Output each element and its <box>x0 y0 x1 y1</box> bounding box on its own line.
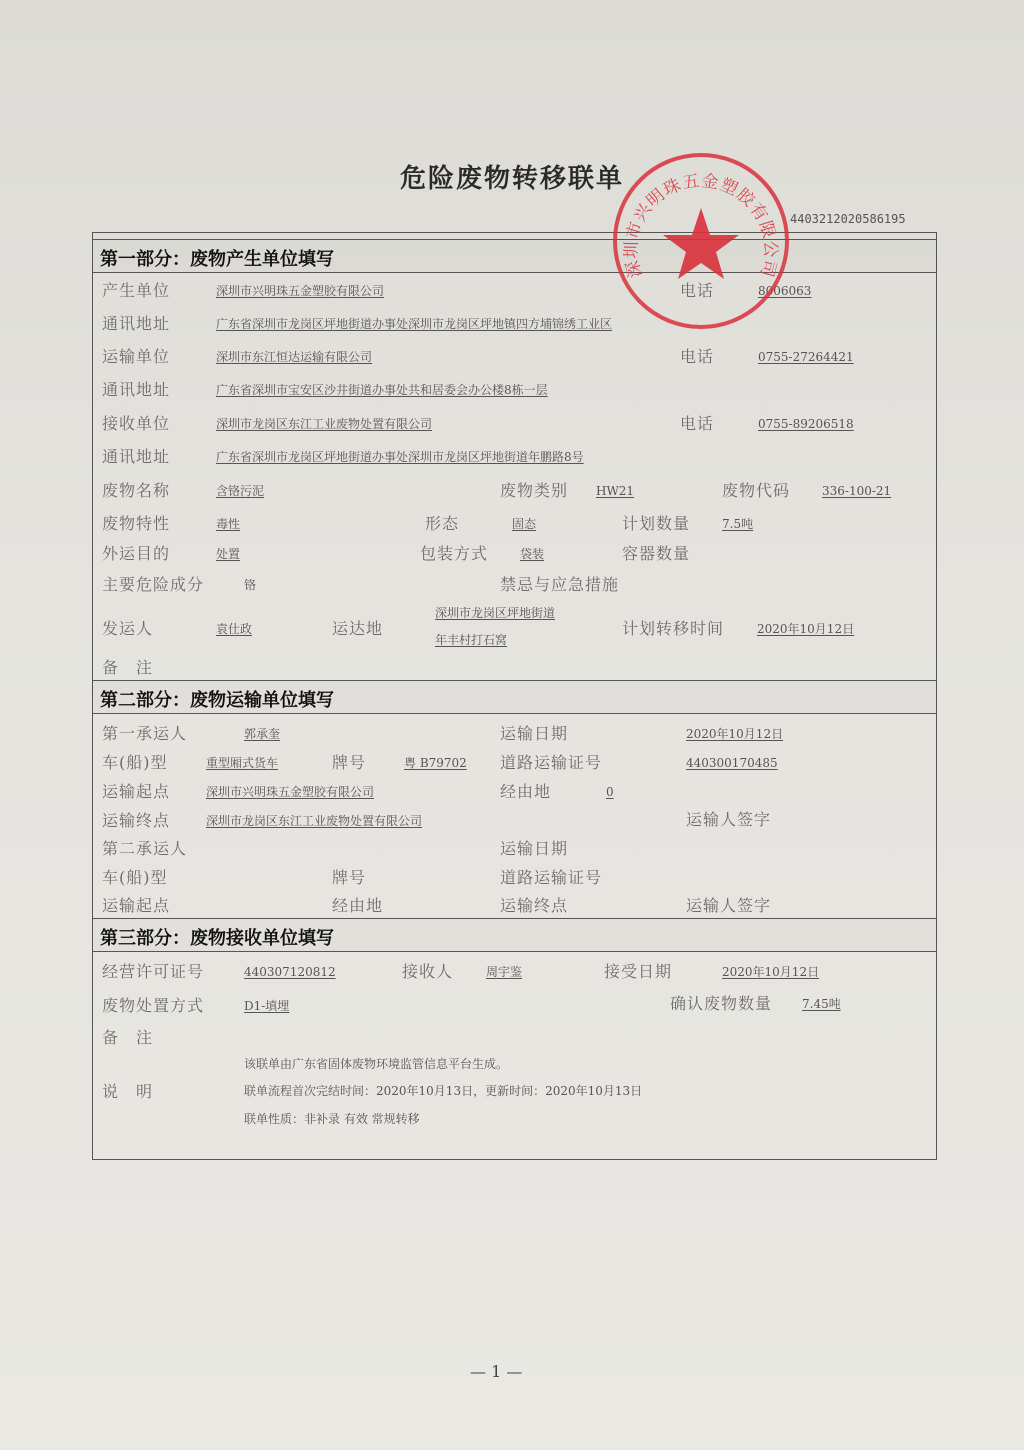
phone-value-1: 8006063 <box>758 284 812 298</box>
via-value-1: 0 <box>606 785 614 799</box>
plate-label-1: 牌号 <box>332 753 367 772</box>
shipper-value: 袁仕政 <box>216 622 253 636</box>
purpose-value: 处置 <box>216 547 241 561</box>
origin-value-1: 深圳市兴明珠五金塑胶有限公司 <box>206 785 375 799</box>
receiver-unit-value: 深圳市龙岗区东江工业废物处置有限公司 <box>216 417 433 431</box>
receiver-person-value: 周宇鉴 <box>486 965 523 979</box>
road-permit-label-2: 道路运输证号 <box>500 868 603 887</box>
confirmed-qty-label: 确认废物数量 <box>670 994 773 1013</box>
planned-time-label: 计划转移时间 <box>622 619 725 638</box>
plate-value-1: 粤 B79702 <box>404 756 467 770</box>
note-line-3: 联单性质：非补录 有效 常规转移 <box>244 1112 420 1126</box>
transport-date-label-2: 运输日期 <box>500 839 569 858</box>
transport-date-label-1: 运输日期 <box>500 724 569 743</box>
destination-value-line2: 年丰村打石窝 <box>435 633 508 647</box>
disposal-method-value: D1-填埋 <box>244 999 290 1013</box>
note-line-2: 联单流程首次完结时间：2020年10月13日，更新时间：2020年10月13日 <box>244 1084 643 1098</box>
address-label-3: 通讯地址 <box>102 447 171 466</box>
producer-value: 深圳市兴明珠五金塑胶有限公司 <box>216 284 385 298</box>
section3-heading: 第三部分：废物接收单位填写 <box>100 928 334 949</box>
phone-label-1: 电话 <box>680 281 715 300</box>
packaging-value: 袋装 <box>520 547 545 561</box>
signature-label-1: 运输人签字 <box>686 810 772 829</box>
page-number: — 1 — <box>470 1362 523 1381</box>
plate-label-2: 牌号 <box>332 868 367 887</box>
section2-heading: 第二部分：废物运输单位填写 <box>100 690 334 711</box>
address-label-2: 通讯地址 <box>102 380 171 399</box>
document-title: 危险废物转移联单 <box>399 164 624 194</box>
waste-code-label: 废物代码 <box>722 481 791 500</box>
license-label: 经营许可证号 <box>102 962 205 981</box>
emergency-measures-label: 禁忌与应急措施 <box>500 575 620 594</box>
waste-code-value: 336-100-21 <box>822 484 892 498</box>
address-value-1: 广东省深圳市龙岗区坪地街道办事处深圳市龙岗区坪地镇四方埔锦绣工业区 <box>216 317 613 331</box>
phone-label-2: 电话 <box>680 347 715 366</box>
road-permit-label-1: 道路运输证号 <box>500 753 603 772</box>
transport-date-value-1: 2020年10月12日 <box>686 727 784 741</box>
transport-unit-label: 运输单位 <box>102 347 171 366</box>
origin-label-1: 运输起点 <box>102 782 171 801</box>
endpoint-label-2: 运输终点 <box>500 896 569 915</box>
waste-category-value: HW21 <box>596 484 635 498</box>
endpoint-value-1: 深圳市龙岗区东江工业废物处置有限公司 <box>206 814 423 828</box>
address-value-3: 广东省深圳市龙岗区坪地街道办事处深圳市龙岗区坪地街道年鹏路8号 <box>216 450 584 464</box>
hazard-component-label: 主要危险成分 <box>102 575 205 594</box>
via-label-1: 经由地 <box>500 782 552 801</box>
address-label-1: 通讯地址 <box>102 314 171 333</box>
receive-date-label: 接受日期 <box>604 962 673 981</box>
endpoint-label-1: 运输终点 <box>102 811 171 830</box>
notes-label: 说 明 <box>102 1082 154 1101</box>
waste-name-value: 含铬污泥 <box>216 484 265 498</box>
seal-text: 深圳市兴明珠五金塑胶有限公司 <box>621 171 781 280</box>
form-value: 固态 <box>512 517 537 531</box>
container-qty-label: 容器数量 <box>622 544 691 563</box>
planned-qty-label: 计划数量 <box>622 514 691 533</box>
waste-category-label: 废物类别 <box>500 481 569 500</box>
carrier2-label: 第二承运人 <box>102 839 188 858</box>
vehicle-type-label-2: 车(船)型 <box>102 868 168 887</box>
waste-property-label: 废物特性 <box>102 514 171 533</box>
phone-label-3: 电话 <box>680 414 715 433</box>
destination-label: 运达地 <box>332 619 384 638</box>
company-seal-icon <box>610 150 792 332</box>
waste-name-label: 废物名称 <box>102 481 171 500</box>
planned-qty-value: 7.5吨 <box>722 517 754 531</box>
section3-remarks-label: 备 注 <box>102 1028 154 1047</box>
receive-date-value: 2020年10月12日 <box>722 965 820 979</box>
planned-time-value: 2020年10月12日 <box>757 622 855 636</box>
section1-header <box>92 239 937 273</box>
purpose-label: 外运目的 <box>102 544 171 563</box>
shipper-label: 发运人 <box>102 619 154 638</box>
section3-header <box>92 918 937 952</box>
via-label-2: 经由地 <box>332 896 384 915</box>
vehicle-type-value-1: 重型厢式货车 <box>206 756 279 770</box>
license-value: 440307120812 <box>244 965 336 979</box>
address-value-2: 广东省深圳市宝安区沙井街道办事处共和居委会办公楼8栋一层 <box>216 383 548 397</box>
road-permit-value-1: 440300170485 <box>686 756 778 770</box>
origin-label-2: 运输起点 <box>102 896 171 915</box>
receiver-unit-label: 接收单位 <box>102 414 171 433</box>
signature-label-2: 运输人签字 <box>686 896 772 915</box>
packaging-label: 包装方式 <box>420 544 489 563</box>
section1-heading: 第一部分：废物产生单位填写 <box>100 249 334 270</box>
confirmed-qty-value: 7.45吨 <box>802 997 841 1011</box>
section2-header <box>92 680 937 714</box>
phone-value-3: 0755-89206518 <box>758 417 854 431</box>
waste-property-value: 毒性 <box>216 517 241 531</box>
form-label: 形态 <box>425 514 460 533</box>
carrier1-label: 第一承运人 <box>102 724 188 743</box>
receiver-person-label: 接收人 <box>402 962 454 981</box>
section1-remarks-label: 备 注 <box>102 658 154 677</box>
destination-value-line1: 深圳市龙岗区坪地街道 <box>435 606 556 620</box>
carrier1-value: 郭承奎 <box>244 727 281 741</box>
phone-value-2: 0755-27264421 <box>758 350 854 364</box>
vehicle-type-label-1: 车(船)型 <box>102 753 168 772</box>
hazard-component-value: 铬 <box>244 578 257 592</box>
document-serial: 4403212020586195 <box>790 212 906 226</box>
disposal-method-label: 废物处置方式 <box>102 996 205 1015</box>
transport-unit-value: 深圳市东江恒达运输有限公司 <box>216 350 373 364</box>
producer-label: 产生单位 <box>102 281 171 300</box>
note-line-1: 该联单由广东省固体废物环境监管信息平台生成。 <box>244 1057 509 1071</box>
